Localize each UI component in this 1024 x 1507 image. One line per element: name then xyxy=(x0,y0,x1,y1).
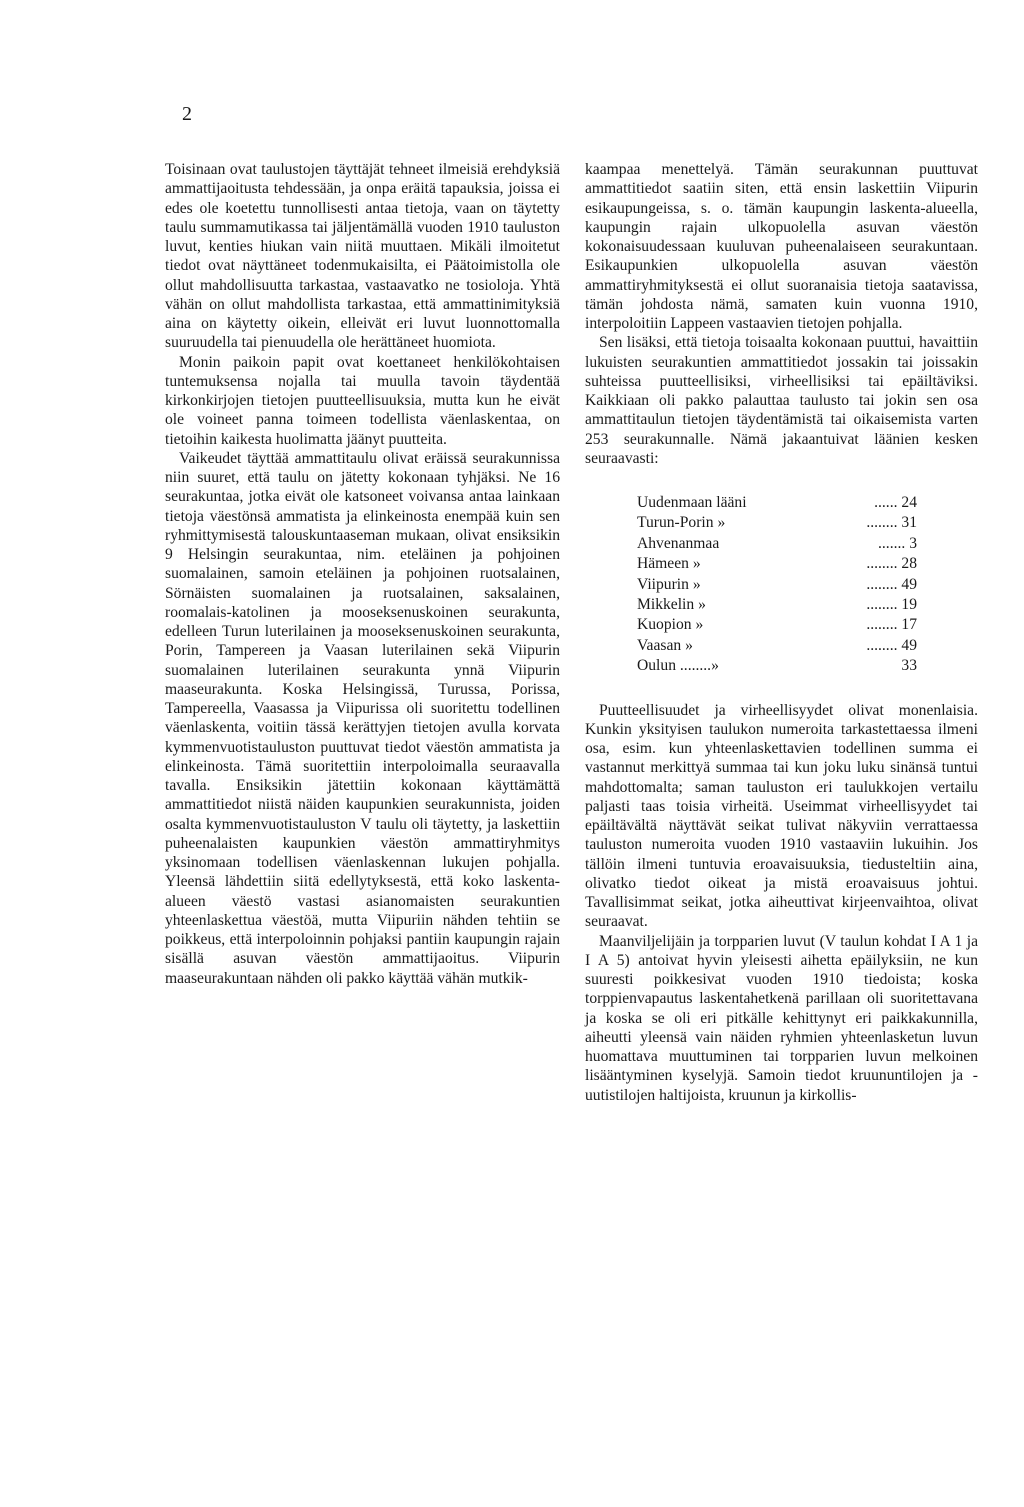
province-count: ........ 31 xyxy=(866,514,917,532)
province-row xyxy=(637,534,917,554)
paragraph: Vaikeudet täyttää ammattitaulu olivat eräissä seurakunnissa niin suuret, että taulu on jätetty kokonaan tyhjäksi. Ne 16 seurakuntaa, jotka eivät ole katsoneet voivansa antaa lainkaan tietoja väestönsä ammatista ja elinkeinosta enempää kuin sen ryhmittymisestä talouskuntaaseman mukaan, olivat ensiksikin 9 Helsingin seurakuntaa, nim. eteläinen ja pohjoinen suomalainen, samoin eteläinen ja pohjoinen ruotsalainen, Sörnäisten suomalainen ja ruotsalainen, saksalainen, roomalais-katolinen ja mooseksenuskoinen seurakunta, edelleen Turun luterilainen ja mooseksenuskoinen seurakunta, Porin, Tampereen ja Vaasan luterilainen sekä Viipurin suomalainen luterilainen seurakunta ynnä Viipurin maaseurakunta. Koska Helsingissä, Turussa, Porissa, Tampereella, Vaasassa ja Viipurissa oli suoritettu todellinen väenlaskenta, voitiin tässä kerättyjen tietojen avulla korvata kymmenvuotistauluston puuttuvat tiedot väestön ammatista ja elinkeinosta. Tämä suoritettiin interpoloimalla seuraavalla tavalla. Ensiksikin jätettiin kokonaan käyttämättä ammattitiedot niistä näiden kaupunkien seurakunnista, joiden osalta kymmenvuotistauluston V taulu oli täytetty, ja laskettiin puheenalaisten kaupunkien väestön ammattiryhmitys yksinomaan todellisen väenlaskennan lukujen pohjalla. Yleensä lähdettiin siitä edellytyksestä, että koko laskenta-alueen väestö vastasi asianomaisten seurakuntien yhteenlaskettua väestöä, mutta Viipuriin nähden tehtiin se poikkeus, että interpoloinnin pohjaksi pantiin kaupungin rajain sisällä asuvan väestön ammattijaoitus. Viipurin maaseurakuntaan nähden oli pakko käyttää vähän mutkik- xyxy=(165,449,560,987)
province-row xyxy=(637,513,917,533)
province-name: Ahvenanmaa xyxy=(637,534,720,552)
province-name: Vaasan » xyxy=(637,636,693,654)
province-row xyxy=(637,656,917,676)
province-row xyxy=(637,595,917,615)
left-column xyxy=(165,160,560,988)
province-count: 33 xyxy=(901,657,917,675)
paragraph: Maanviljelijäin ja torpparien luvut (V taulun kohdat I A 1 ja I A 5) antoivat hyvin yleisesti aihetta epäilyksiin, ne kun suuresti poikkesivat vuoden 1910 tiedoista; koska torppienvapautus laskentahetkenä parillaan oli suoritettavana ja koska se oli eri pitkälle kehittynyt eri paikkakunnilla, aiheutti yleensä vain näiden ryhmien yhteenlasketun luvun huomattava muuttuminen tai torpparien luvun melkoinen lisääntyminen kyselyjä. Samoin tiedot kruununtilojen ja -uutistilojen haltijoista, kruunun ja kirkollis- xyxy=(585,932,978,1104)
province-name: Viipurin » xyxy=(637,575,701,593)
paragraph: Puutteellisuudet ja virheellisyydet olivat monenlaisia. Kunkin yksityisen taulukon numeroita tarkastettaessa ilmeni osa, esim. kun yhteenlaskettavien todellinen summa ei vastannut merkittyä summaa tai kun joku luku sinänsä tuntui mahdottomalta; saman tauluston eri taulukkojen vertailu paljasti taas toisia virheitä. Useimmat virheellisyydet tai epäiltävältä näyttävät seikat tulivat näkyviin verrattaessa tauluston numeroita vuoden 1910 vastaaviin lukuihin. Jos tällöin ilmeni tuntuvia eroavaisuuksia, tiedusteltiin aina, olivatko tiedot oikeat ja mistä eroavaisuus johtui. Tavallisimmat seikat, jotka aiheuttivat kirjeenvaihtoa, olivat seuraavat. xyxy=(585,701,978,931)
paragraph: Monin paikoin papit ovat koettaneet henkilökohtaisen tuntemuksensa nojalla tai muulla tavoin täydentää kirkonkirjojen tietojen puutteellisuuksia, mutta kun he eivät ole voineet panna toimeen todellista väenlaskentaa, on tietoihin kaikesta huolimatta jäänyt puutteita. xyxy=(165,353,560,448)
province-name: Oulun ........» xyxy=(637,657,719,675)
province-count: ........ 28 xyxy=(866,555,917,573)
paragraph: Sen lisäksi, että tietoja toisaalta kokonaan puuttui, havaittiin lukuisten seurakuntien ammattitiedot jossakin tai joissakin suhteissa puutteellisiksi, virheellisiksi tai epäiltäviksi. Kaikkiaan oli pakko palauttaa taulusto tai jokin sen osa ammattitaulun tietojen täydentämistä tai oikaisemista varten 253 seurakunnalle. Nämä jakaantuivat läänien kesken seuraavasti: xyxy=(585,334,978,467)
province-table xyxy=(637,493,917,677)
province-name: Turun-Porin » xyxy=(637,514,726,532)
paragraph: kaampaa menettelyä. Tämän seurakunnan puuttuvat ammattitiedot saatiin siten, että ensin laskettiin Viipurin esikaupungeissa, s. o. tämän kaupungin laskenta-alueella, kaupungin rajain ulkopuolella asuvan väestön kokonaisuudessaan kuuluvan puheenalaiseen seurakuntaan. Esikaupunkien ulkopuolella asuvan väestön ammattiryhmityksestä ei ollut suoranaisia tietoja saatavissa, tämän johdosta nämä, samaten kuin vuonna 1910, interpoloitiin Lappeen vastaavien tietojen pohjalla. xyxy=(585,161,978,332)
province-count: ........ 49 xyxy=(866,575,917,593)
province-row xyxy=(637,636,917,656)
province-name: Hämeen » xyxy=(637,555,701,573)
province-count: ........ 49 xyxy=(866,636,917,654)
page-number: 2 xyxy=(182,103,192,125)
province-row xyxy=(637,615,917,635)
right-column xyxy=(585,160,978,1105)
province-count: ........ 19 xyxy=(866,596,917,614)
province-count: ........ 17 xyxy=(866,616,917,634)
province-count: ....... 3 xyxy=(878,534,917,552)
province-name: Mikkelin » xyxy=(637,596,706,614)
province-row xyxy=(637,575,917,595)
province-name: Kuopion » xyxy=(637,616,704,634)
province-count: ...... 24 xyxy=(874,494,917,511)
paragraph: Toisinaan ovat taulustojen täyttäjät tehneet ilmeisiä erehdyksiä ammattijaoitusta tehdessään, ja onpa eräitä tapauksia, joissa ei edes ole koetettu tunnollisesti antaa tietoja, vaan on täytetty taulu summamutikassa tai jäljentämällä vuoden 1910 tauluston luvut, kenties hiukan vain niitä muuttaen. Mikäli ilmoitetut tiedot ovat näyttäneet todenmukaisilta, ei Päätoimistolla ole ollut mahdollisuutta tarkastaa, vastaavatko ne tosioloja. Yhtä vähän on ollut mahdollista tarkastaa, että ammattinimityksiä aina on käytetty oikein, elleivät eri luvut luonnottomalla suuruudella tai pienuudella ole herättäneet huomiota. xyxy=(165,161,560,352)
province-name: Uudenmaan lääni xyxy=(637,494,747,511)
province-row xyxy=(637,493,917,513)
province-row xyxy=(637,554,917,574)
